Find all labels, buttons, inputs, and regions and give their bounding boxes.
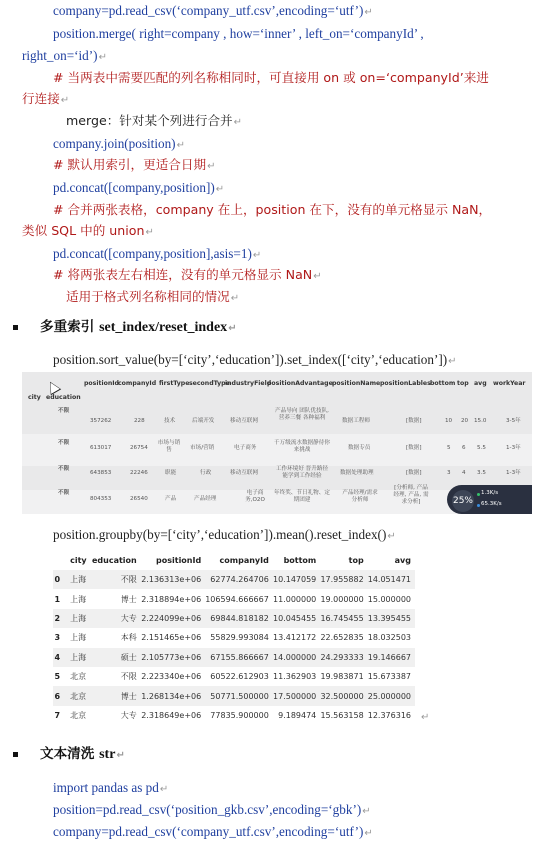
table-cell: 2.224099e+06 — [141, 609, 205, 628]
section-heading-text-cleaning: 文本清洗 str↵ — [40, 746, 125, 762]
comment-merge-on: # 当两表中需要匹配的列名称相同时，可直接用 on 或 on=‘companyId’来进 — [53, 70, 489, 85]
table-cell: 大专 — [120, 710, 137, 720]
table-cell: 26754 — [130, 445, 148, 451]
index-education: 不限 — [58, 440, 70, 446]
table-cell: 3-5年 — [506, 418, 521, 424]
table-cell: 16.745455 — [320, 609, 367, 628]
row-index: 7 — [54, 710, 61, 720]
table-cell: 643853 — [90, 470, 112, 476]
table-cell: 22246 — [130, 470, 148, 476]
row-index: 0 — [53, 570, 66, 589]
upload-speed: 1.3K/s — [481, 490, 499, 496]
col-header — [53, 550, 66, 570]
table-cell: 不限 — [92, 570, 141, 589]
table-cell: 77835.900000 — [210, 710, 269, 720]
table-cell: [数据] — [406, 418, 422, 424]
table-cell: 移动互联网 — [230, 470, 258, 476]
col-header: positionLables — [380, 380, 431, 387]
table-cell: 10.147059 — [273, 570, 320, 589]
table-cell: 北京 — [66, 686, 92, 705]
paragraph-mark-icon: ↵ — [145, 227, 154, 238]
col-header: top — [457, 380, 469, 387]
paragraph-mark-icon: ↵ — [252, 250, 262, 261]
table-cell: 行政 — [200, 470, 212, 476]
table-cell: 数据处理助理 — [340, 470, 374, 476]
index-education: 不限 — [58, 408, 70, 414]
table-cell: 13.412172 — [273, 633, 317, 643]
table-cell: 5 — [447, 445, 451, 451]
table-cell: 电子商务,O2O — [245, 490, 265, 503]
paragraph-mark-icon: ↵ — [215, 184, 225, 195]
paragraph-mark-icon: ↵ — [228, 323, 237, 334]
table-cell: 工作环境好 晋升路径 能学到工作经验 — [275, 466, 329, 479]
table-cell: 市场/营销 — [190, 445, 215, 451]
merge-note: merge：针对某个列进行合并↵ — [66, 113, 243, 128]
code-line-read-position: position=pd.read_csv(‘position_gkb.csv’,encoding=‘gbk’)↵ — [53, 802, 371, 817]
table-cell: 北京 — [70, 710, 87, 720]
col-header: positionName — [332, 380, 381, 387]
col-header: industryField — [225, 380, 272, 387]
col-header: bottom — [430, 380, 456, 387]
paragraph-mark-icon: ↵ — [159, 784, 169, 795]
comment-concat: # 合并两张表格，company 在上，position 在下，没有的单元格显示 NaN， — [53, 202, 492, 217]
col-header: city — [66, 550, 92, 570]
table-cell: 上海 — [66, 648, 92, 667]
bullet-icon — [13, 325, 18, 330]
index-education: 不限 — [58, 490, 70, 496]
table-cell: 产品经理/需求分析师 — [342, 490, 378, 503]
table-cell: 大专 — [92, 609, 141, 628]
row-index: 6 — [53, 686, 66, 705]
table-cell: 228 — [134, 418, 145, 424]
table-row — [53, 667, 415, 686]
table-cell: 1.268134e+06 — [141, 686, 205, 705]
table-cell: 技术 — [164, 418, 176, 424]
table-cell: 4 — [462, 470, 466, 476]
table-cell: 22.652835 — [320, 633, 364, 643]
row-index: 5 — [54, 672, 61, 682]
groupby-table — [53, 550, 415, 725]
table-cell: 17.500000 — [273, 686, 320, 705]
row-index: 3 — [54, 633, 61, 643]
table-row — [53, 686, 415, 705]
table-row — [53, 628, 415, 647]
table-header-row — [53, 550, 415, 570]
paragraph-mark-icon: ↵ — [364, 7, 373, 18]
table-row — [53, 570, 415, 589]
table-cell: 2.105773e+06 — [141, 648, 205, 667]
code-line-read-company: company=pd.read_csv(‘company_utf.csv’,encoding=‘utf’)↵ — [53, 3, 373, 18]
table-cell: 24.293333 — [320, 648, 367, 667]
table-cell: 14.000000 — [273, 648, 320, 667]
table-cell: 2.318894e+06 — [141, 594, 202, 604]
table-cell: 12.376316 — [367, 710, 411, 720]
paragraph-mark-icon: ↵ — [387, 531, 396, 542]
table-cell: 5.5 — [477, 445, 486, 451]
table-cell: 上海 — [70, 633, 87, 643]
row-index: 4 — [53, 648, 66, 667]
section-heading-multiindex: 多重索引 set_index/reset_index↵ — [40, 319, 237, 335]
col-header: workYear — [493, 380, 526, 387]
col-header: companyId — [118, 380, 157, 387]
table-cell: 2.136313e+06 — [141, 570, 205, 589]
table-cell: 6 — [462, 445, 466, 451]
bullet-icon — [13, 752, 18, 757]
row-index: 1 — [54, 594, 61, 604]
col-header: companyId — [205, 550, 273, 570]
table-cell: 15.0 — [474, 418, 487, 424]
table-cell: 19.000000 — [320, 594, 364, 604]
cpu-percent-badge: 25% — [452, 490, 474, 512]
col-header: positionAdvantage — [267, 380, 333, 387]
table-cell: 不限 — [120, 672, 137, 682]
code-line-read-company-2: company=pd.read_csv(‘company_utf.csv’,encoding=‘utf’)↵ — [53, 824, 373, 839]
table-cell: 62774.264706 — [205, 570, 273, 589]
paragraph-mark-icon: ↵ — [233, 117, 243, 128]
index-header-city: city — [28, 394, 41, 401]
table-cell: 2.223340e+06 — [141, 672, 202, 682]
paragraph-mark-icon: ↵ — [207, 161, 216, 172]
network-speed-widget[interactable] — [447, 485, 532, 514]
table-cell: 9.189474 — [278, 710, 317, 720]
comment-concat-axis: # 将两张表左右相连，没有的单元格显示 NaN↵ — [53, 267, 322, 282]
table-cell: 19.146667 — [368, 648, 415, 667]
col-header: avg — [368, 550, 415, 570]
table-cell: 1-3年 — [506, 445, 521, 451]
table-cell: 11.362903 — [273, 672, 317, 682]
table-cell: 11.000000 — [273, 594, 317, 604]
table-cell: 25.000000 — [368, 686, 415, 705]
table-cell: 613017 — [90, 445, 112, 451]
table-cell: 本科 — [120, 633, 137, 643]
download-dot-icon — [477, 504, 480, 507]
table-cell: 2.151465e+06 — [141, 633, 202, 643]
code-line-concat: pd.concat([company,position])↵ — [53, 180, 225, 195]
table-cell: 博士 — [92, 686, 141, 705]
code-line-concat-axis: pd.concat([company,position],asis=1)↵ — [53, 246, 262, 261]
table-cell: 2.318649e+06 — [141, 710, 202, 720]
table-cell: 博士 — [120, 594, 137, 604]
table-cell: 50771.500000 — [205, 686, 273, 705]
table-cell: 上海 — [70, 594, 87, 604]
table-cell: 数据专员 — [348, 445, 371, 451]
paragraph-mark-icon: ↵ — [176, 140, 185, 151]
table-cell: 1-3年 — [506, 470, 521, 476]
table-cell: 15.000000 — [367, 594, 411, 604]
table-cell: [数据] — [406, 470, 422, 476]
table-cell: 26540 — [130, 496, 148, 502]
table-cell: 后端开发 — [192, 418, 215, 424]
paragraph-mark-icon: ↵ — [362, 806, 371, 817]
table-cell: 3 — [447, 470, 451, 476]
table-cell: 19.983871 — [320, 672, 364, 682]
col-header: bottom — [273, 550, 320, 570]
table-cell: 产品导向 团队优技队,营养三餐 各种福利 — [275, 408, 329, 421]
table-cell: 产品经理 — [194, 496, 217, 502]
upload-dot-icon — [477, 493, 480, 496]
table-cell: 硕士 — [92, 648, 141, 667]
paragraph-mark-icon: ↵ — [421, 712, 430, 723]
code-line-import: import pandas as pd↵ — [53, 780, 169, 795]
table-cell: [数据] — [406, 445, 422, 451]
code-line-merge: position.merge( right=company , how=‘inner’ , left_on=‘companyId’ , — [53, 26, 424, 41]
table-cell: 32.500000 — [320, 686, 367, 705]
table-row — [53, 589, 415, 608]
table-cell: 13.395455 — [368, 609, 415, 628]
paragraph-mark-icon: ↵ — [98, 52, 107, 63]
table-cell: 数据工程师 — [342, 418, 370, 424]
table-row — [53, 648, 415, 667]
table-cell: 67155.866667 — [205, 648, 273, 667]
row-index: 2 — [53, 609, 66, 628]
table-cell: 15.673387 — [367, 672, 411, 682]
comment-join: # 默认用索引，更适合日期↵ — [53, 157, 216, 172]
code-line-set-index: position.sort_value(by=[‘city’,‘education’]).set_index([‘city’,‘education’])↵ — [53, 352, 457, 367]
col-header: secondType — [189, 380, 230, 387]
table-cell: 69844.818182 — [205, 609, 273, 628]
paragraph-mark-icon: ↵ — [313, 271, 322, 282]
col-header: positionId — [84, 380, 119, 387]
paragraph-mark-icon: ↵ — [448, 356, 457, 367]
code-line-merge-cont: right_on=‘id’)↵ — [22, 48, 107, 63]
table-cell: 北京 — [70, 672, 87, 682]
table-cell: 20 — [461, 418, 469, 424]
table-cell: 14.051471 — [368, 570, 415, 589]
col-header: positionId — [141, 550, 205, 570]
col-header: education — [92, 550, 141, 570]
code-line-groupby: position.groupby(by=[‘city’,‘education’]).mean().reset_index()↵ — [53, 527, 396, 542]
table-cell: 804353 — [90, 496, 112, 502]
paragraph-mark-icon: ↵ — [60, 95, 70, 106]
table-cell: 18.032503 — [367, 633, 411, 643]
table-row — [53, 609, 415, 628]
col-header: avg — [474, 380, 487, 387]
table-cell: 年终奖、节日礼物、定期团建 — [274, 490, 330, 503]
table-cell: 60522.612903 — [210, 672, 269, 682]
table-row — [53, 706, 415, 725]
comment-concat-cont: 类似 SQL 中的 union↵ — [22, 223, 154, 238]
paragraph-mark-icon: ↵ — [230, 293, 240, 304]
groupby-output-table — [53, 550, 419, 726]
paragraph-mark-icon: ↵ — [364, 828, 373, 839]
table-cell: 357262 — [90, 418, 112, 424]
table-cell: 3.5 — [477, 470, 486, 476]
table-cell: 移动互联网 — [230, 418, 258, 424]
index-header-education: education — [46, 394, 81, 401]
table-cell: 10 — [445, 418, 453, 424]
table-cell: 17.955882 — [320, 570, 367, 589]
download-speed: 65.3K/s — [481, 501, 502, 507]
table-cell: [分析师, 产品经理, 产品, 需求分析] — [393, 485, 429, 505]
table-cell: 千万级流水数据静待你来挑战 — [274, 440, 330, 453]
paragraph-mark-icon: ↵ — [116, 750, 125, 761]
table-cell: 55829.993084 — [210, 633, 269, 643]
table-cell: 电子商务 — [234, 445, 257, 451]
table-cell: 职能 — [165, 470, 177, 476]
col-header: top — [320, 550, 367, 570]
table-cell: 产品 — [165, 496, 177, 502]
comment-merge-on-cont: 行连接↵ — [22, 91, 70, 106]
table-cell: 106594.666667 — [205, 594, 269, 604]
code-line-join: company.join(position)↵ — [53, 136, 185, 151]
index-education: 不限 — [58, 466, 70, 472]
table-cell: 上海 — [66, 609, 92, 628]
col-header: firstType — [159, 380, 190, 387]
table-cell: 上海 — [66, 570, 92, 589]
table-cell: 市场与销售 — [157, 440, 181, 453]
table-cell: 15.563158 — [320, 710, 364, 720]
comment-same-columns: 适用于格式列名称相同的情况↵ — [66, 289, 240, 304]
table-cell: 10.045455 — [273, 609, 320, 628]
